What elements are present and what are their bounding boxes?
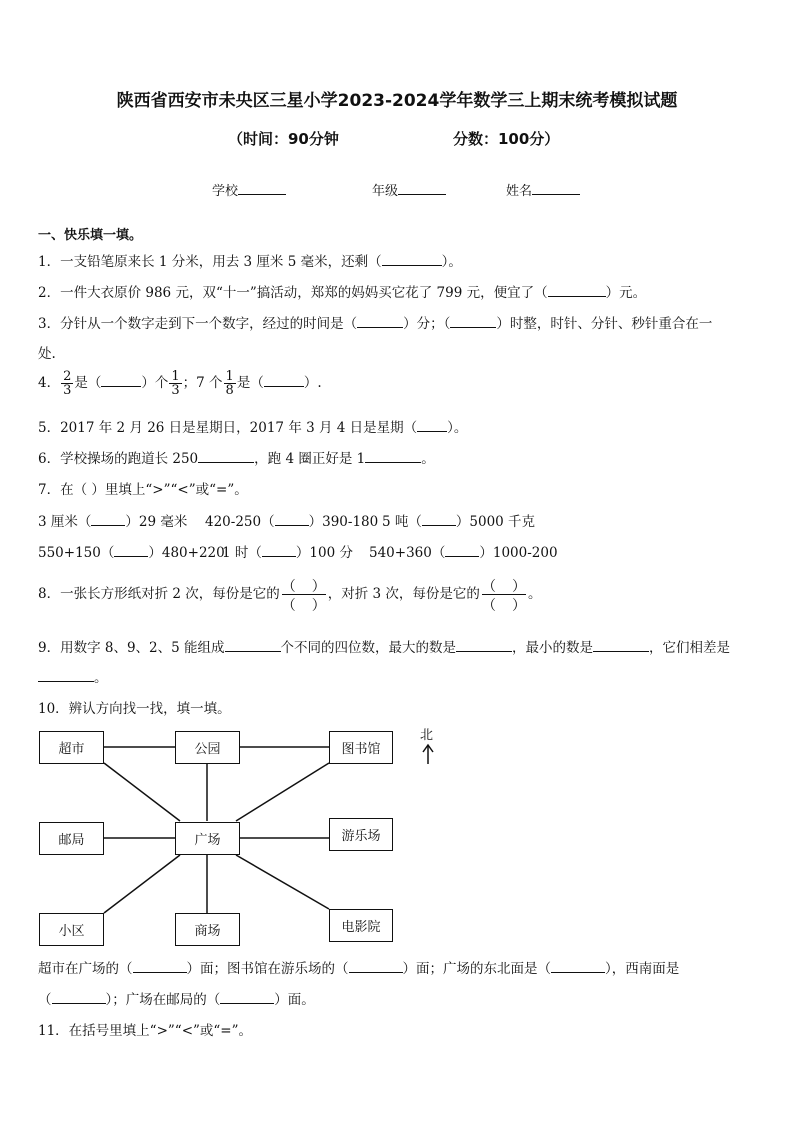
question-6: 6．学校操场的跑道长 250 ，跑 4 圈正好是 1 。: [38, 447, 435, 467]
compare-item: 420-250（ ）390-180: [205, 510, 378, 530]
fraction-blank[interactable]: （ ） （ ）: [282, 576, 326, 613]
question-10: 10．辨认方向找一找，填一填。: [38, 701, 231, 717]
school-label: 学校: [212, 184, 239, 199]
answer-blank[interactable]: [349, 958, 403, 973]
question-1: 1．一支铅笔原来长 1 分米，用去 3 厘米 5 毫米，还剩（ ）。: [38, 250, 462, 270]
answer-blank[interactable]: [133, 958, 187, 973]
fraction: $\frac{1}{3}$: [171, 369, 180, 398]
question-10-text-continued: （ ）；广场在邮局的（ ）面。: [38, 988, 315, 1008]
place-mall: 商场: [175, 913, 240, 946]
name-label: 姓名: [506, 184, 533, 199]
place-supermarket: 超市: [39, 731, 104, 764]
compare-item: 1 时（ ）100 分: [222, 541, 353, 561]
full-score: 分数：100分）: [453, 130, 560, 148]
question-8: 8．一张长方形纸对折 2 次，每份是它的 （ ） （ ） ，对折 3 次，每份是它的 （ ） （ ） 。: [38, 576, 541, 613]
question-10-text: 超市在广场的（ ）面；图书馆在游乐场的（ ）面；广场的东北面是（ ），西南面是: [38, 957, 679, 977]
question-4: 4． $\frac{2}{3}$ 是（ ）个 $\frac{1}{3}$ ；7 个 $\frac{1}{8}$ 是（ ）.: [38, 369, 322, 398]
time-limit: （时间：90分钟: [228, 130, 339, 148]
answer-blank[interactable]: [220, 989, 274, 1004]
answer-blank[interactable]: [52, 989, 106, 1004]
compare-item: 550+150（ ）480+220: [38, 541, 225, 561]
fraction: $\frac{2}{3}$: [63, 369, 72, 398]
section-heading: 一、快乐填一填。: [38, 228, 143, 243]
north-label: 北: [420, 728, 434, 743]
place-cinema: 电影院: [329, 909, 393, 942]
place-park: 公园: [175, 731, 240, 764]
fraction-blank[interactable]: （ ） （ ）: [482, 576, 526, 613]
answer-blank[interactable]: [551, 958, 605, 973]
question-3: 3．分针从一个数字走到下一个数字，经过的时间是（ ）分；（ ）时整，时针、分针、秒针重合在一: [38, 312, 712, 332]
question-9: 9．用数字 8、9、2、5 能组成 个不同的四位数，最大的数是 ，最小的数是 ，它们相差是: [38, 636, 730, 656]
question-5: 5．2017 年 2 月 26 日是星期日，2017 年 3 月 4 日是星期（ ）。: [38, 416, 467, 436]
fraction: $\frac{1}{8}$: [225, 369, 234, 398]
question-3-continued: 处.: [38, 346, 56, 362]
place-community: 小区: [39, 913, 104, 946]
question-9-continued: 。: [38, 666, 108, 686]
compare-item: 540+360（ ）1000-200: [369, 541, 558, 561]
place-square: 广场: [175, 822, 240, 855]
compare-item: 3 厘米（ ）29 毫米: [38, 510, 187, 530]
question-11: 11．在括号里填上“>”“<”或“=”。: [38, 1023, 253, 1039]
page-title: 陕西省西安市未央区三星小学2023-2024学年数学三上期末统考模拟试题: [116, 91, 678, 111]
place-post-office: 邮局: [39, 822, 104, 855]
place-library: 图书馆: [329, 731, 393, 764]
compare-item: 5 吨（ ）5000 千克: [382, 510, 535, 530]
question-7: 7．在（ ）里填上“>”“<”或“=”。: [38, 482, 248, 498]
question-2: 2．一件大衣原价 986 元，双“十一”搞活动，郑郑的妈妈买它花了 799 元，便宜了（ ）元。: [38, 281, 646, 301]
place-amusement-park: 游乐场: [329, 818, 393, 851]
grade-label: 年级: [372, 184, 399, 199]
